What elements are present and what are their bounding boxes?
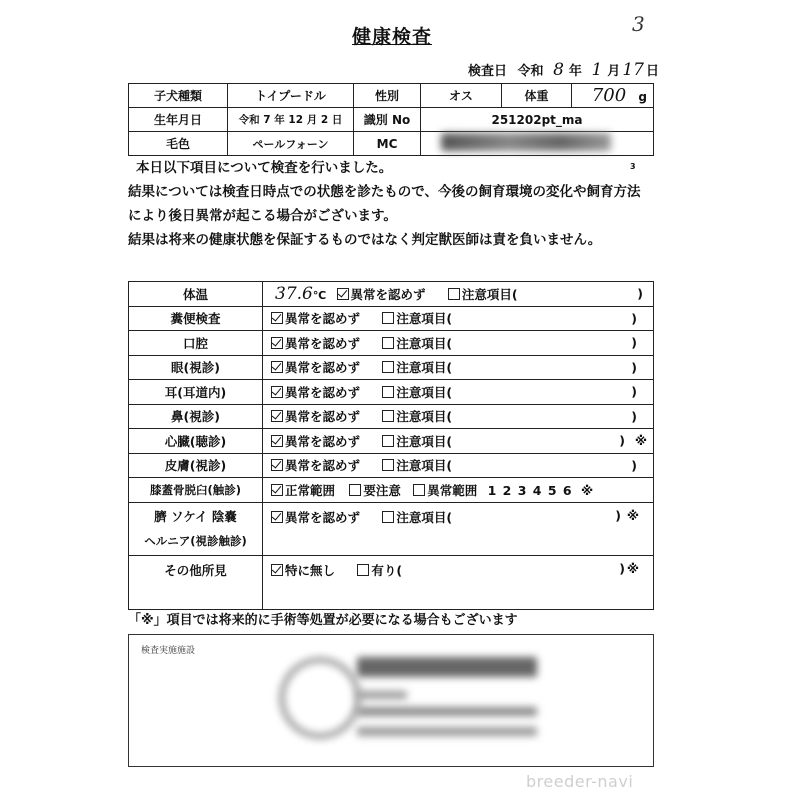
facility-address-redacted bbox=[357, 707, 537, 716]
close-paren: ) bbox=[631, 335, 637, 350]
option-normal: 異常を認めず bbox=[285, 360, 361, 376]
facility-name-redacted bbox=[357, 657, 537, 677]
birthdate-value: 令和 7 年 12 月 2 日 bbox=[228, 108, 354, 132]
checkbox-unchecked[interactable] bbox=[357, 564, 369, 576]
exam-value bbox=[263, 331, 654, 356]
color-value: ペールフォーン bbox=[228, 132, 354, 156]
option-none: 特に無し bbox=[285, 562, 336, 578]
checkbox-checked[interactable] bbox=[271, 361, 283, 373]
reference-mark: ※ bbox=[580, 482, 594, 498]
reference-mark: ※ bbox=[634, 433, 647, 448]
option-normal: 異常を認めず bbox=[285, 458, 361, 474]
close-paren: ) bbox=[637, 286, 643, 301]
option-caution: 注意項目( bbox=[396, 311, 453, 327]
year-unit: 年 bbox=[568, 64, 582, 79]
checkbox-unchecked[interactable] bbox=[448, 288, 460, 300]
checkbox-checked[interactable] bbox=[271, 337, 283, 349]
option-normal: 異常を認めず bbox=[285, 311, 361, 327]
close-paren: ) bbox=[615, 507, 621, 523]
option-normal: 異常を認めず bbox=[285, 384, 361, 400]
checkbox-checked[interactable] bbox=[271, 511, 283, 523]
hernia-label-line2: ヘルニア(視診触診) bbox=[144, 533, 247, 548]
option-normal: 異常を認めず bbox=[285, 433, 361, 449]
document-title: 健康検査 bbox=[352, 26, 433, 48]
close-paren: ) bbox=[631, 359, 637, 375]
reference-mark: ※ bbox=[626, 507, 639, 523]
checkbox-checked[interactable] bbox=[271, 484, 283, 496]
facility-phone-redacted bbox=[357, 727, 537, 736]
footnote: 「※」項目では将来的に手術等処置が必要になる場合もございます bbox=[128, 613, 518, 628]
checkbox-checked[interactable] bbox=[271, 410, 283, 422]
reference-mark: ※ bbox=[626, 560, 639, 576]
mc-label: MC bbox=[354, 132, 421, 156]
option-normal-range: 正常範囲 bbox=[285, 482, 336, 498]
facility-label: 検査実施施設 bbox=[141, 646, 196, 656]
checkbox-checked[interactable] bbox=[271, 435, 283, 447]
close-paren: ) bbox=[619, 433, 625, 448]
facility-box bbox=[128, 634, 654, 767]
exam-label: 耳(耳道内) bbox=[129, 380, 263, 405]
exam-date-day: 17 bbox=[622, 60, 644, 80]
small-mark: 3 bbox=[630, 162, 636, 171]
note-line: 結果は将来の健康状態を保証するものではなく判定獣医師は責を負いません。 bbox=[128, 232, 602, 248]
exam-label: 膝蓋骨脱臼(触診) bbox=[129, 478, 263, 503]
exam-row-patella bbox=[129, 478, 654, 503]
checkbox-checked[interactable] bbox=[271, 312, 283, 324]
checkbox-unchecked[interactable] bbox=[382, 312, 394, 324]
breed-value: トイプードル bbox=[228, 84, 354, 108]
note-line: により後日異常が起こる場合がございます。 bbox=[128, 208, 397, 224]
exam-value bbox=[263, 404, 654, 429]
checkbox-unchecked[interactable] bbox=[382, 511, 394, 523]
option-normal: 異常を認めず bbox=[285, 409, 361, 425]
exam-value bbox=[263, 355, 654, 380]
temp-unit: ℃ bbox=[312, 288, 327, 302]
sex-value: オス bbox=[421, 84, 502, 108]
checkbox-unchecked[interactable] bbox=[349, 484, 361, 496]
exam-label bbox=[129, 502, 263, 555]
option-caution: 注意項目( bbox=[396, 409, 453, 425]
exam-row-nose bbox=[129, 404, 654, 429]
weight-unit: g bbox=[638, 90, 647, 104]
checkbox-checked[interactable] bbox=[271, 459, 283, 471]
exam-row-ears bbox=[129, 380, 654, 405]
hernia-label-line1: 臍 ソケイ 陰嚢 bbox=[154, 508, 237, 524]
exam-label: 鼻(視診) bbox=[129, 404, 263, 429]
day-unit: 日 bbox=[645, 64, 659, 79]
info-row-color bbox=[129, 132, 654, 156]
close-paren: ) bbox=[631, 310, 637, 326]
exam-label: 皮膚(視診) bbox=[129, 453, 263, 478]
option-caution: 注意項目( bbox=[396, 509, 453, 525]
facility-seal-redacted bbox=[279, 657, 361, 739]
close-paren: ) bbox=[631, 384, 637, 399]
exam-row-other bbox=[129, 555, 654, 609]
checkbox-unchecked[interactable] bbox=[413, 484, 425, 496]
checkbox-unchecked[interactable] bbox=[382, 361, 394, 373]
exam-value bbox=[263, 380, 654, 405]
color-label: 毛色 bbox=[129, 132, 228, 156]
weight-label: 体重 bbox=[502, 84, 572, 108]
exam-date-label: 検査日 bbox=[468, 64, 508, 79]
exam-date bbox=[468, 60, 659, 80]
facility-postal-redacted bbox=[357, 691, 407, 699]
birthdate-label: 生年月日 bbox=[129, 108, 228, 132]
exam-value bbox=[263, 555, 654, 609]
option-caution: 注意項目( bbox=[396, 458, 453, 474]
checkbox-unchecked[interactable] bbox=[382, 459, 394, 471]
month-unit: 月 bbox=[607, 64, 621, 79]
exam-row-heart bbox=[129, 429, 654, 454]
exam-label: 糞便検査 bbox=[129, 306, 263, 331]
option-needs-attention: 要注意 bbox=[363, 482, 401, 498]
option-caution: 注意項目( bbox=[396, 360, 453, 376]
id-label: 識別 No bbox=[354, 108, 421, 132]
close-paren: ) bbox=[619, 560, 625, 576]
exam-value bbox=[263, 282, 654, 307]
page-number: 3 bbox=[632, 12, 645, 36]
exam-label: 口腔 bbox=[129, 331, 263, 356]
note-line: 結果については検査日時点での状態を診たもので、今後の飼育環境の変化や飼育方法 bbox=[128, 184, 641, 200]
exam-value bbox=[263, 453, 654, 478]
watermark: breeder-navi bbox=[526, 772, 634, 791]
weight-value: 700 bbox=[591, 85, 627, 106]
exam-label: その他所見 bbox=[129, 555, 263, 609]
option-normal: 異常を認めず bbox=[350, 286, 426, 302]
exam-label: 眼(視診) bbox=[129, 355, 263, 380]
exam-row-eyes bbox=[129, 355, 654, 380]
exam-value bbox=[263, 429, 654, 454]
exam-date-month: 1 bbox=[591, 60, 603, 80]
note-line: 本日以下項目について検査を行いました。 bbox=[136, 160, 393, 176]
exam-value bbox=[263, 306, 654, 331]
checkbox-unchecked[interactable] bbox=[382, 435, 394, 447]
exam-row-oral bbox=[129, 331, 654, 356]
info-row-birth bbox=[129, 108, 654, 132]
option-normal: 異常を認めず bbox=[285, 335, 361, 351]
option-caution: 注意項目( bbox=[396, 433, 453, 449]
mc-value-redacted bbox=[421, 132, 654, 156]
puppy-info-table bbox=[128, 83, 654, 156]
close-paren: ) bbox=[631, 408, 637, 424]
option-caution: 注意項目( bbox=[396, 384, 453, 400]
exam-row-hernia bbox=[129, 502, 654, 555]
breed-label: 子犬種類 bbox=[129, 84, 228, 108]
sex-label: 性別 bbox=[354, 84, 421, 108]
exam-value bbox=[263, 478, 654, 503]
redacted-mc-number bbox=[441, 133, 611, 151]
option-caution: 注意項目( bbox=[396, 335, 453, 351]
checkbox-checked[interactable] bbox=[271, 386, 283, 398]
exam-date-era: 令和 bbox=[517, 64, 544, 79]
checkbox-unchecked[interactable] bbox=[382, 337, 394, 349]
checkbox-checked[interactable] bbox=[337, 288, 349, 300]
exam-row-skin bbox=[129, 453, 654, 478]
info-row-breed bbox=[129, 84, 654, 108]
exam-value bbox=[263, 502, 654, 555]
exam-label: 体温 bbox=[129, 282, 263, 307]
exam-row-temperature bbox=[129, 282, 654, 307]
notes-block bbox=[128, 156, 640, 252]
option-present: 有り( bbox=[371, 562, 403, 578]
exam-label: 心臓(聴診) bbox=[129, 429, 263, 454]
temperature-value: 37.6 bbox=[275, 283, 313, 304]
checkbox-unchecked[interactable] bbox=[382, 410, 394, 422]
weight-cell bbox=[572, 84, 654, 108]
option-normal: 異常を認めず bbox=[285, 509, 361, 525]
close-paren: ) bbox=[631, 457, 637, 473]
exam-row-stool bbox=[129, 306, 654, 331]
exam-results-table bbox=[128, 281, 654, 610]
id-value: 251202pt_ma bbox=[421, 108, 654, 132]
exam-date-year: 8 bbox=[553, 60, 564, 80]
patella-grades: 1 2 3 4 5 6 bbox=[487, 482, 573, 498]
option-caution: 注意項目( bbox=[461, 286, 518, 302]
checkbox-checked[interactable] bbox=[271, 564, 283, 576]
option-abnormal-range: 異常範囲 bbox=[427, 482, 478, 498]
checkbox-unchecked[interactable] bbox=[382, 386, 394, 398]
